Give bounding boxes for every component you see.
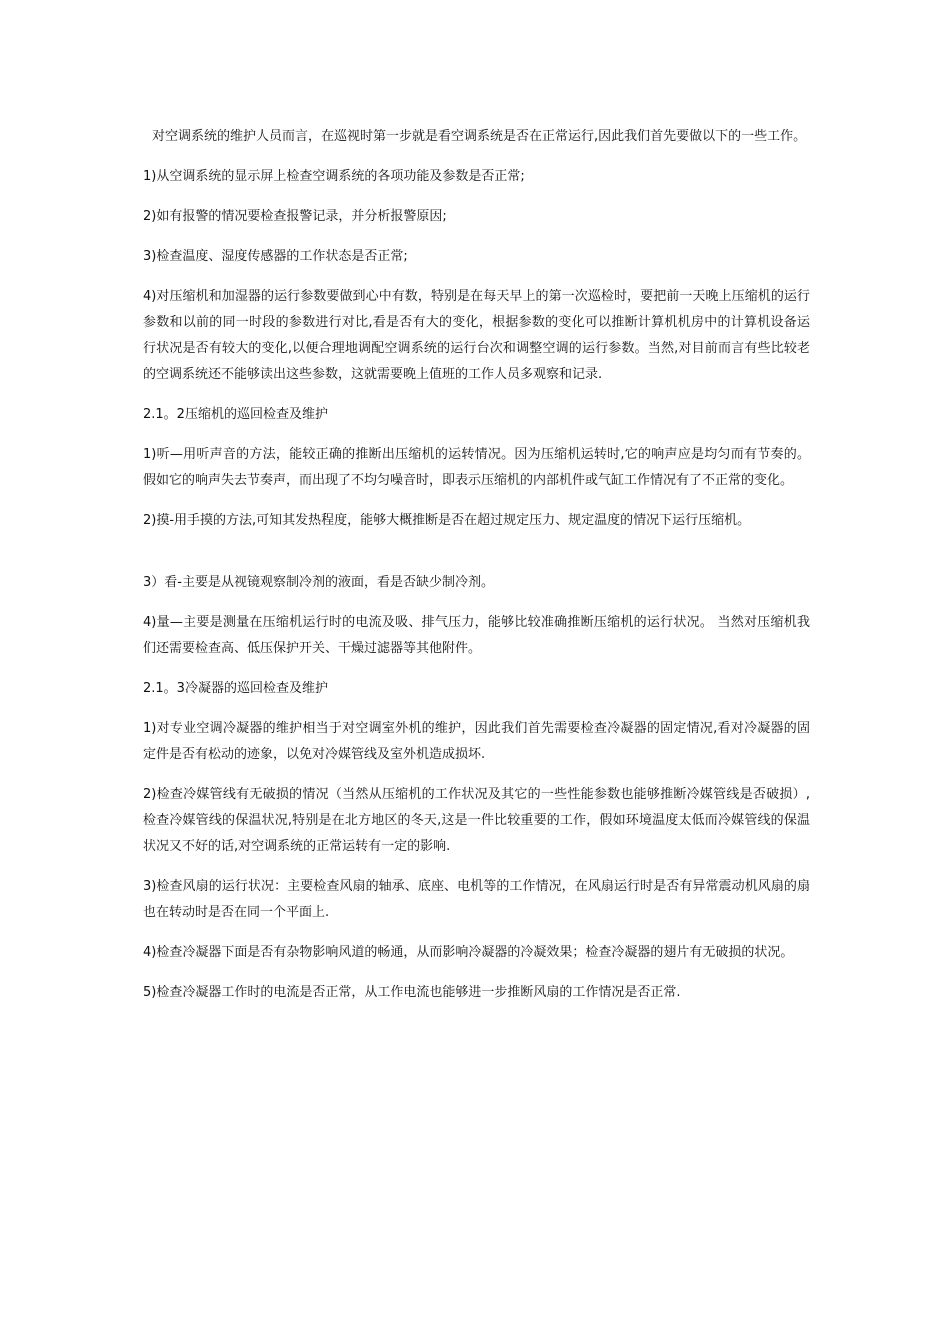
section-heading-compressor: 2.1。2压缩机的巡回检查及维护 <box>143 407 328 422</box>
condenser-item-5: 5)检查冷凝器工作时的电流是否正常，从工作电流也能够进一步推断风扇的工作情况是否正常. <box>143 985 681 1000</box>
section-heading-condenser: 2.1。3冷凝器的巡回检查及维护 <box>143 681 328 696</box>
condenser-item-3: 3)检查风扇的运行状况：主要检查风扇的轴承、底座、电机等的工作情况，在风扇运行时是否有异常震动机风扇的扇也在转动时是否在同一个平面上. <box>143 879 810 920</box>
compressor-item-3: 3）看-主要是从视镜观察制冷剂的液面，看是否缺少制冷剂。 <box>143 575 494 590</box>
intro-paragraph: 对空调系统的维护人员而言，在巡视时第一步就是看空调系统是否在正常运行,因此我们首先要做以下的一些工作。 <box>152 129 807 144</box>
condenser-item-1: 1)对专业空调冷凝器的维护相当于对空调室外机的维护，因此我们首先需要检查冷凝器的固定情况,看对冷凝器的固定件是否有松动的迹象，以免对冷媒管线及室外机造成损坏. <box>143 721 810 762</box>
compressor-item-1: 1)听—用听声音的方法，能较正确的推断出压缩机的运转情况。因为压缩机运转时,它的响声应是均匀而有节奏的。假如它的响声失去节奏声，而出现了不均匀噪音时，即表示压缩机的内部机件或气缸工作情况有了不正常的变化。 <box>143 447 810 488</box>
compressor-item-4: 4)量—主要是测量在压缩机运行时的电流及吸、排气压力，能够比较准确推断压缩机的运行状况。 当然对压缩机我们还需要检查高、低压保护开关、干燥过滤器等其他附件。 <box>143 615 810 656</box>
compressor-item-2: 2)摸-用手摸的方法,可知其发热程度，能够大概推断是否在超过规定压力、规定温度的情况下运行压缩机。 <box>143 513 751 528</box>
check-item-2: 2)如有报警的情况要检查报警记录，并分析报警原因; <box>143 209 447 224</box>
condenser-item-2: 2)检查冷媒管线有无破损的情况（当然从压缩机的工作状况及其它的一些性能参数也能够推断冷媒管线是否破损）,检查冷媒管线的保温状况,特别是在北方地区的冬天,这是一件比较重要的工作，假如环境温度太低而冷媒管线的保温状况又不好的话,对空调系统的正常运转有一定的影响. <box>143 787 810 854</box>
spacer <box>143 548 810 570</box>
check-item-4: 4)对压缩机和加湿器的运行参数要做到心中有数，特别是在每天早上的第一次巡检时，要把前一天晚上压缩机的运行参数和以前的同一时段的参数进行对比,看是否有大的变化，根据参数的变化可以推断计算机机房中的计算机设备运行状况是否有较大的变化,以便合理地调配空调系统的运行台次和调整空调的运行参数。当然,对目前而言有些比较老的空调系统还不能够读出这些参数，这就需要晚上值班的工作人员多观察和记录. <box>143 289 810 382</box>
check-item-3: 3)检查温度、湿度传感器的工作状态是否正常; <box>143 249 408 264</box>
check-item-1: 1)从空调系统的显示屏上检查空调系统的各项功能及参数是否正常; <box>143 169 525 184</box>
condenser-item-4: 4)检查冷凝器下面是否有杂物影响风道的畅通，从而影响冷凝器的冷凝效果；检查冷凝器的翅片有无破损的状况。 <box>143 945 794 960</box>
